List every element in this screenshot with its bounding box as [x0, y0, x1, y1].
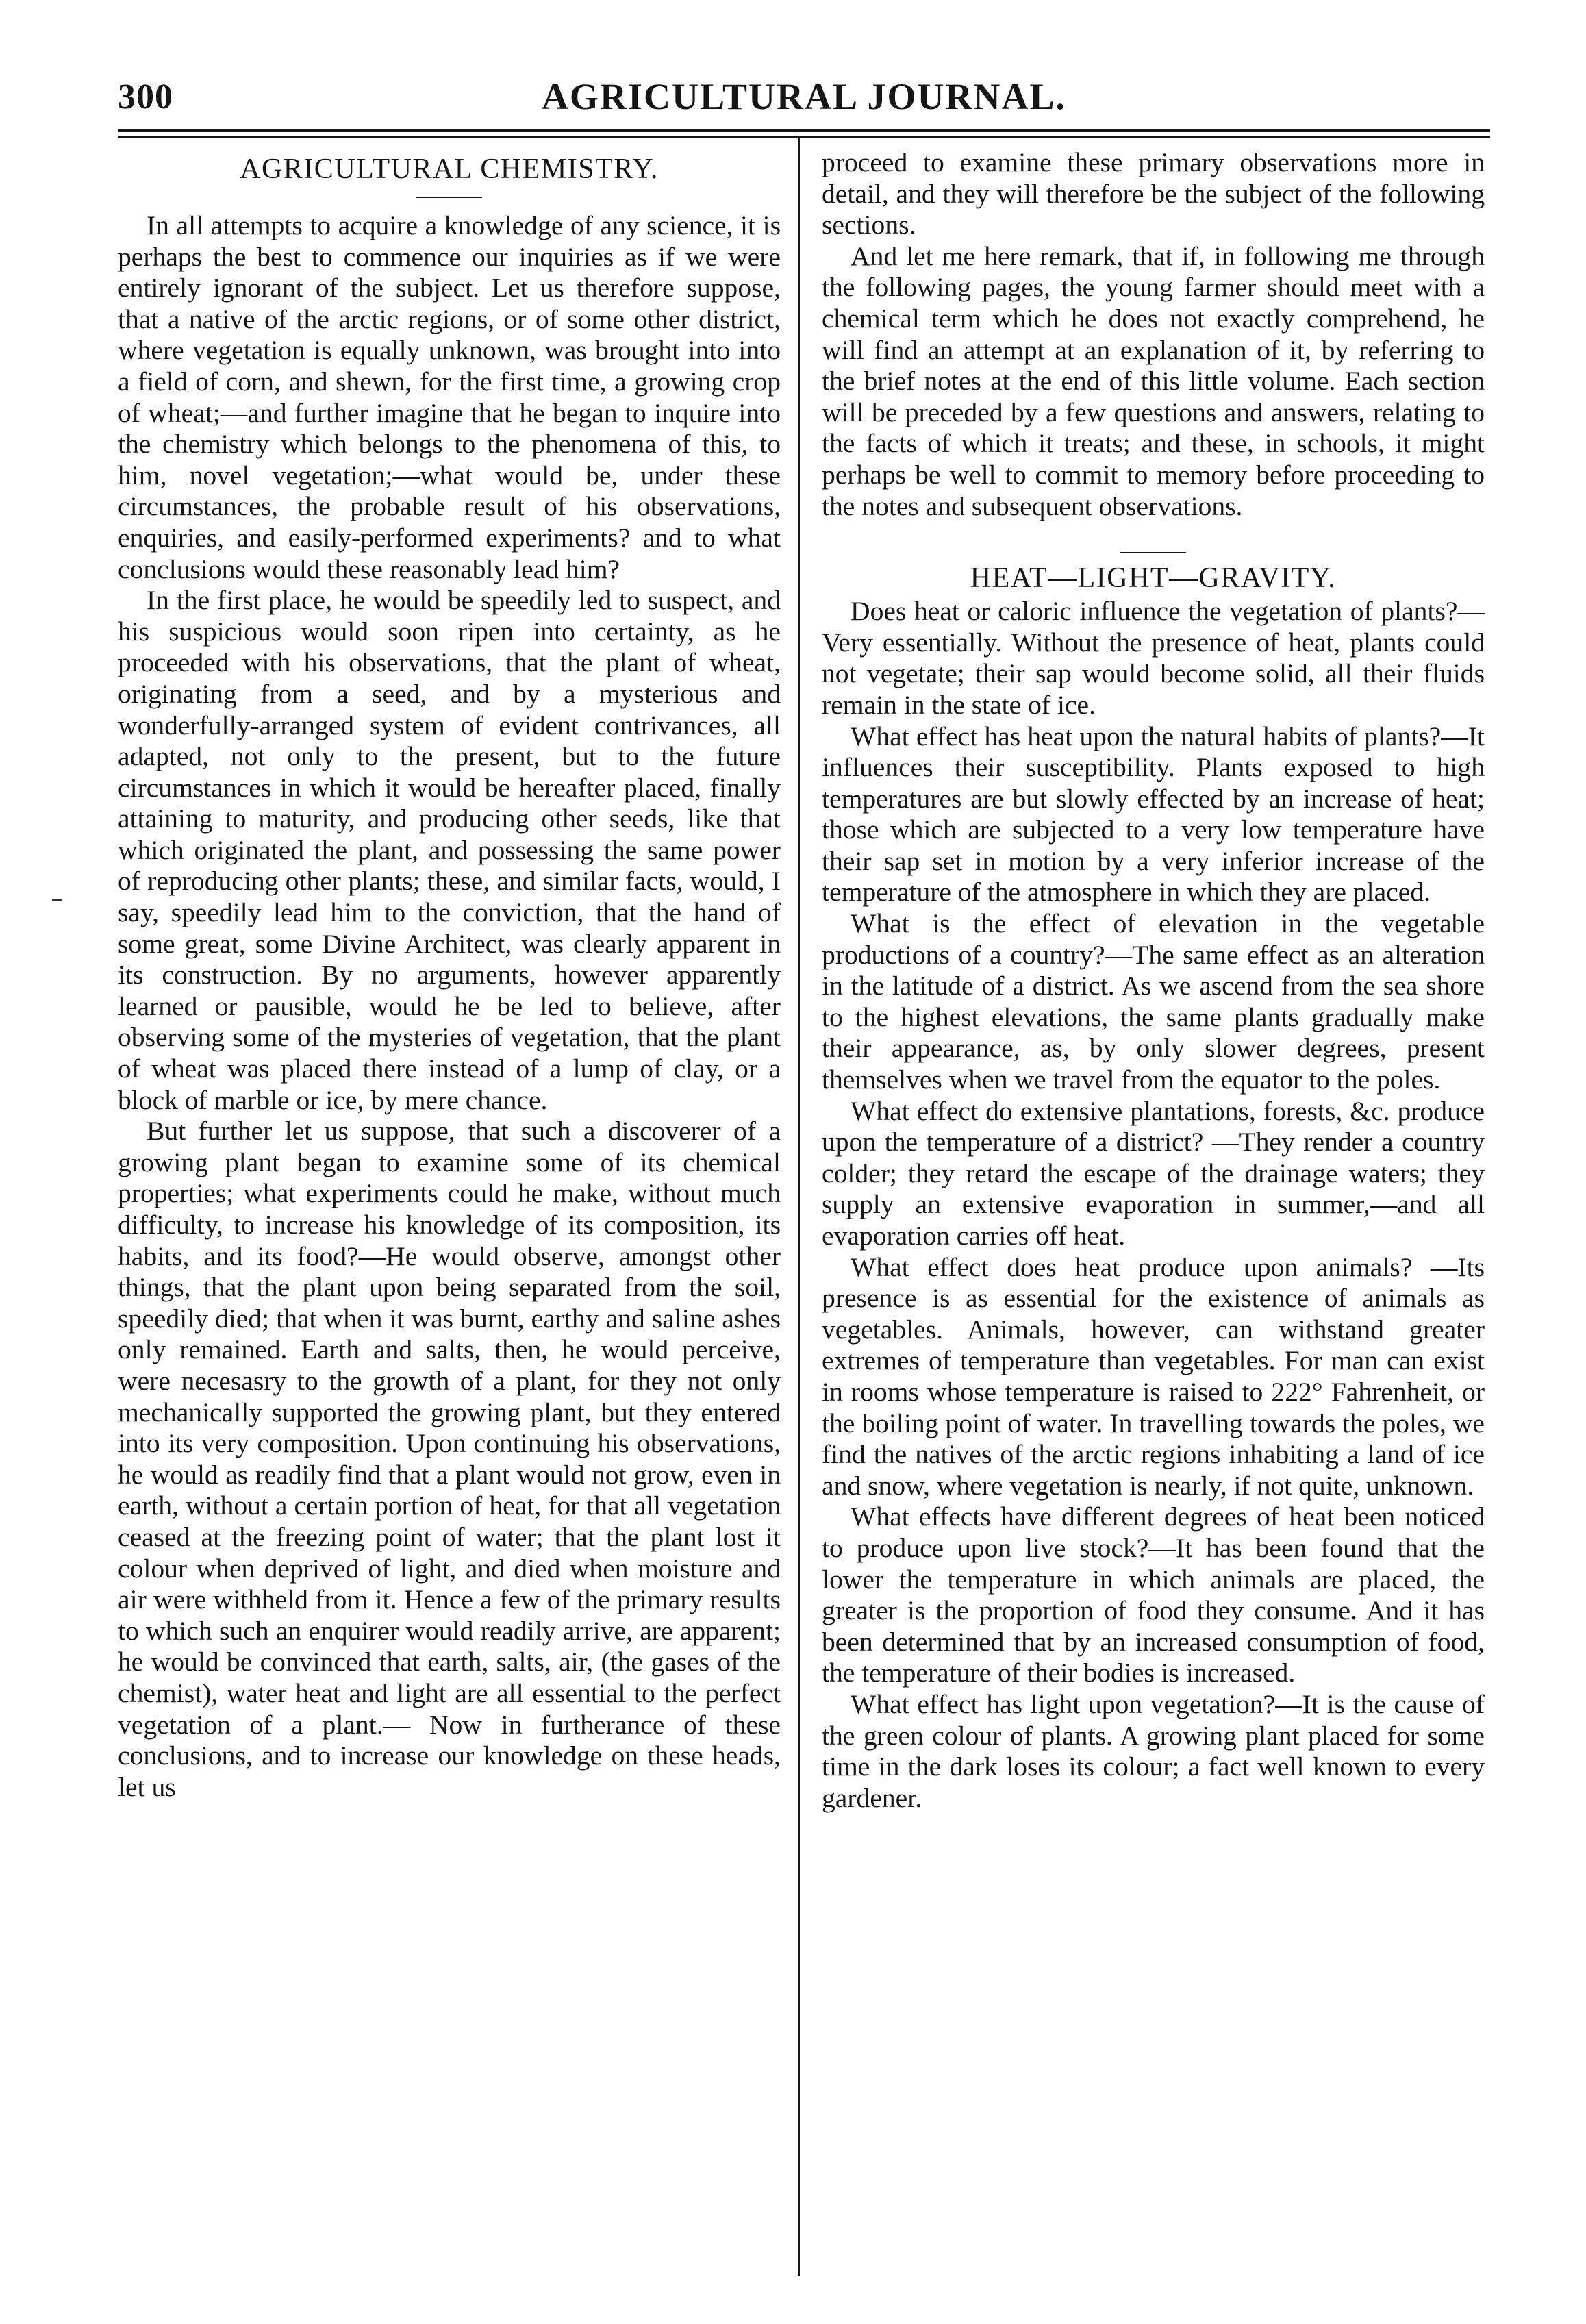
- paragraph: Does heat or caloric influence the vegetation of plants?—Very essentially. Without the presence of heat, plants could not vegetate; their sap would become solid, all their fluids remain in the state of ice.: [822, 596, 1485, 720]
- heading-rule: [416, 197, 482, 198]
- paragraph: What effect has light upon vegetation?—It is the cause of the green colour of plants. A growing plant placed for some time in the dark loses its colour; a fact well known to every gardener.: [822, 1688, 1485, 1813]
- paragraph: In all attempts to acquire a knowledge of any science, it is perhaps the best to commence our inquiries as if we were entirely ignorant of the subject. Let us therefore suppose, that a native of the arctic regions, or of some other district, where vegetation is equally unknown, was brought into into a field of corn, and shewn, for the first time, a growing crop of wheat;—and further imagine that he began to inquire into the chemistry which belongs to the phenomena of this, to him, novel vegetation;—what would be, under these circumstances, the probable result of his observations, enquiries, and easily-performed experiments? and to what conclusions would these reasonably lead him?: [118, 210, 781, 584]
- column-divider: [798, 136, 800, 2276]
- paragraph: What is the effect of elevation in the vegetable productions of a country?—The same effect as an alteration in the latitude of a district. As we ascend from the sea shore to the highest elevations, the same plants gradually make their appearance, as, by only slower degrees, present themselves when we travel from the equator to the poles.: [822, 908, 1485, 1095]
- page-number: 300: [118, 77, 173, 116]
- paragraph: What effects have different degrees of heat been noticed to produce upon live stock?—It has been found that the lower the temperature in which animals are placed, the greater is the proportion of food they consume. And it has been determined that by an increased consumption of food, the temperature of their bodies is increased.: [822, 1501, 1485, 1688]
- paragraph: proceed to examine these primary observations more in detail, and they will therefore be the subject of the following sections.: [822, 147, 1485, 240]
- header-rule: [118, 129, 1490, 138]
- page-header: [118, 68, 1490, 123]
- paragraph: And let me here remark, that if, in following me through the following pages, the young farmer should meet with a chemical term which he does not exactly comprehend, he will find an attempt at an explanation of it, by referring to the brief notes at the end of this little volume. Each section will be preceded by a few questions and answers, relating to the facts of which it treats; and these, in schools, it might perhaps be well to commit to memory before proceeding to the notes and subsequent observations.: [822, 240, 1485, 521]
- journal-title: AGRICULTURAL JOURNAL.: [541, 76, 1067, 117]
- paragraph: What effect does heat produce upon animals? —Its presence is as essential for the existence of animals as vegetables. Animals, however, can withstand greater extremes of temperature than vegetables. For man can exist in rooms whose temperature is raised to 222° Fahrenheit, or the boiling point of water. In travelling towards the poles, we find the natives of the arctic regions inhabiting a land of ice and snow, where vegetation is nearly, if not quite, unknown.: [822, 1251, 1485, 1501]
- margin-mark: [52, 899, 62, 901]
- right-column: [822, 147, 1485, 2271]
- section-heading-heat-light-gravity: HEAT—LIGHT—GRAVITY.: [970, 562, 1337, 595]
- left-column: [118, 147, 781, 2271]
- paragraph: What effect do extensive plantations, forests, &c. produce upon the temperature of a district? —They render a country colder; they retard the escape of the drainage waters; they supply an extensive evaporation in summer,—and all evaporation carries off heat.: [822, 1095, 1485, 1251]
- paragraph: But further let us suppose, that such a discoverer of a growing plant began to examine some of its chemical properties; what experiments could he make, without much difficulty, to increase his knowledge of its composition, its habits, and its food?—He would observe, amongst other things, that the plant upon being separated from the soil, speedily died; that when it was burnt, earthy and saline ashes only remained. Earth and salts, then, he would perceive, were necesasry to the growth of a plant, for they not only mechanically supported the growing plant, but they entered into its very composition. Upon continuing his observations, he would as readily find that a plant would not grow, even in earth, without a certain portion of heat, for that all vegetation ceased at the freezing point of water; that the plant lost it colour when deprived of light, and died when moisture and air were withheld from it. Hence a few of the primary results to which such an enquirer would readily arrive, are apparent; he would be convinced that earth, salts, air, (the gases of the chemist), water heat and light are all essential to the perfect vegetation of a plant.— Now in furtherance of these conclusions, and to increase our knowledge on these heads, let us: [118, 1116, 781, 1802]
- paragraph: What effect has heat upon the natural habits of plants?—It influences their susceptibility. Plants exposed to high temperatures are but slowly effected by an increase of heat; those which are subjected to a very low temperature have their sap set in motion by a very inferior increase of the temperature of the atmosphere in which they are placed.: [822, 721, 1485, 908]
- heading-rule: [1120, 552, 1186, 553]
- paragraph: In the first place, he would be speedily led to suspect, and his suspicious would soon ripen into certainty, as he proceeded with his observations, that the plant of wheat, originating from a seed, and by a mysterious and wonderfully-arranged system of evident contrivances, all adapted, not only to the present, but to the future circumstances in which it would be hereafter placed, finally attaining to maturity, and producing other seeds, like that which originated the plant, and possessing the same power of reproducing other plants; these, and similar facts, would, I say, speedily lead him to the conviction, that the hand of some great, some Divine Architect, was clearly apparent in its construction. By no arguments, however apparently learned or pausible, would he be led to believe, after observing some of the mysteries of vegetation, that the plant of wheat was placed there instead of a lump of clay, or a block of marble or ice, by mere chance.: [118, 585, 781, 1115]
- section-heading-agricultural-chemistry: AGRICULTURAL CHEMISTRY.: [240, 153, 659, 185]
